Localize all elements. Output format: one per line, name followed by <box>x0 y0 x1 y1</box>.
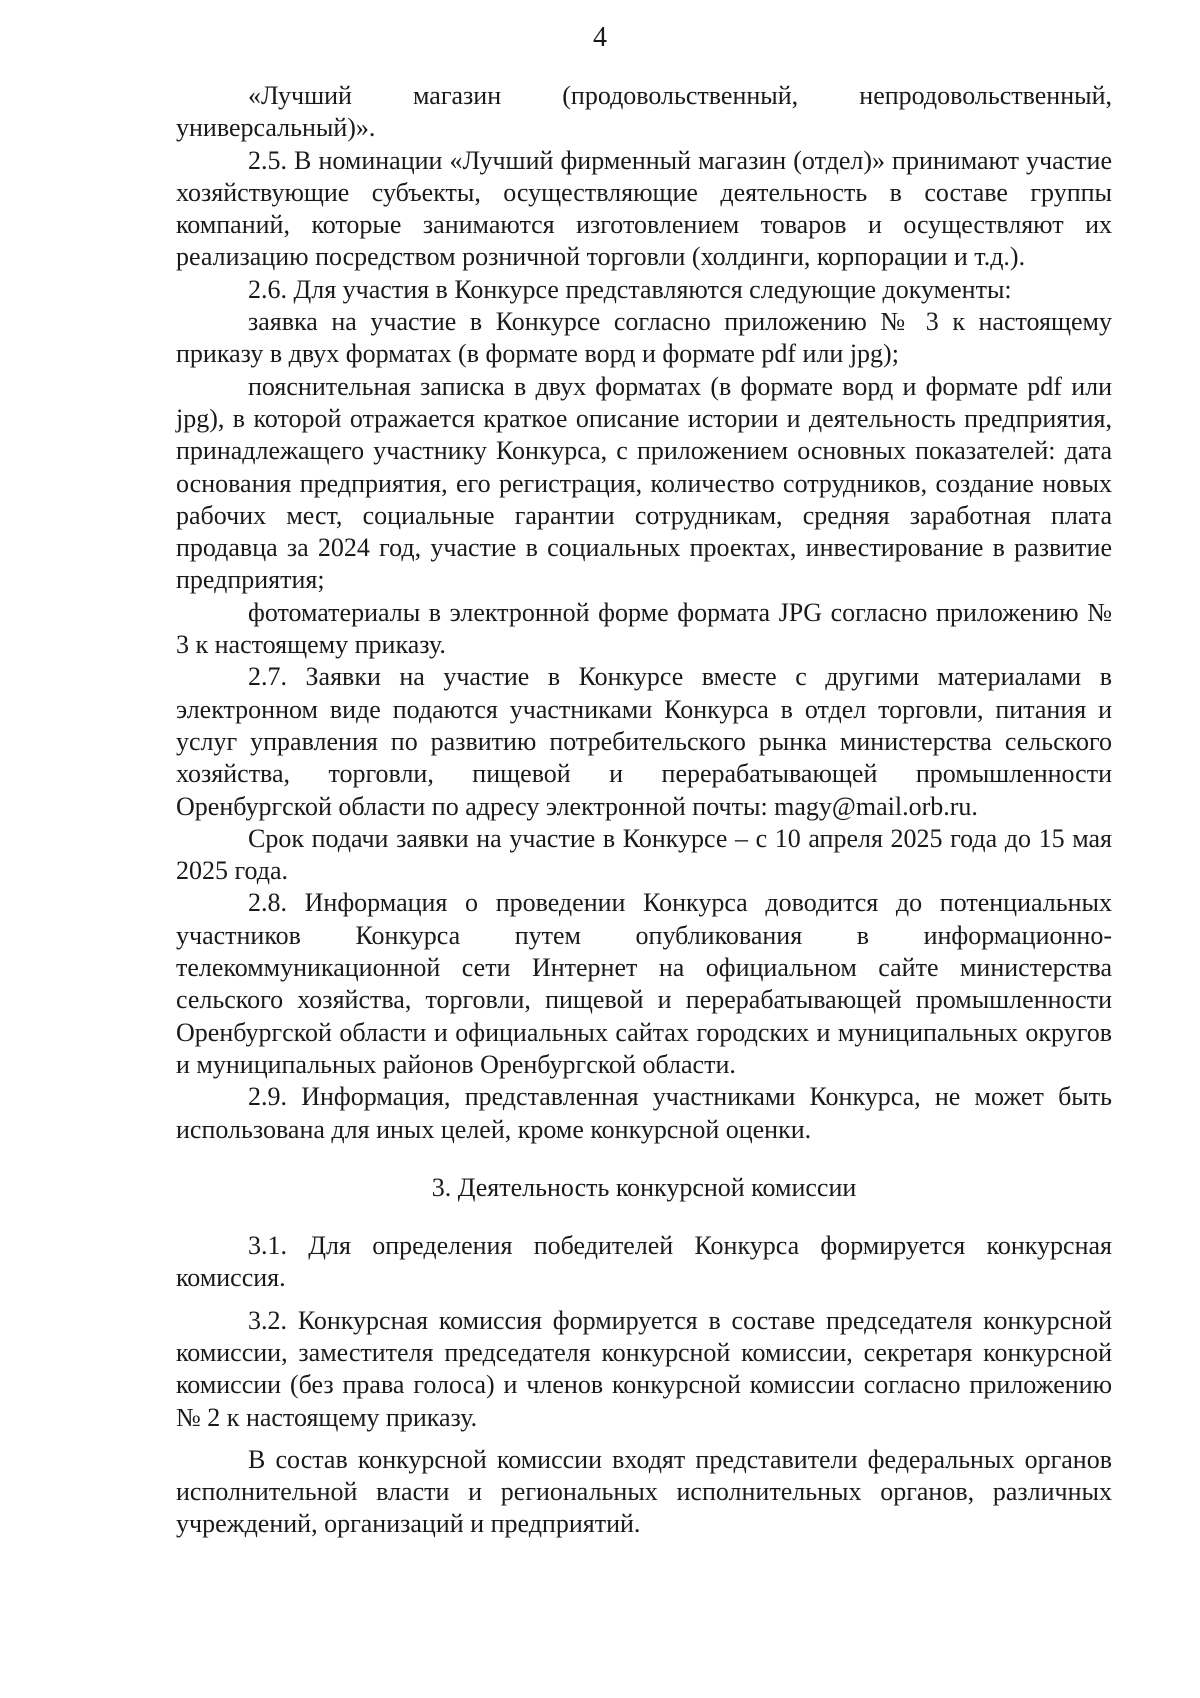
paragraph-explanatory-note: пояснительная записка в двух форматах (в формате ворд и формате pdf или jpg), в которой отражается краткое описание истории и деятельность предприятия, принадлежащего участнику Конкурса, с приложением основных показателей: дата основания предприятия, его регистрация, количество сотрудников, создание новых рабочих мест, социальные гарантии сотрудникам, средняя заработная плата продавца за 2024 год, участие в социальных проектах, инвестирование в развитие предприятия; <box>176 371 1112 595</box>
paragraph-commission-members: В состав конкурсной комиссии входят представители федеральных органов исполнительной власти и региональных исполнительных органов, различных учреждений, организаций и предприятий. <box>176 1444 1112 1539</box>
paragraph-2-5: 2.5. В номинации «Лучший фирменный магазин (отдел)» принимают участие хозяйствующие субъекты, осуществляющие деятельность в составе группы компаний, которые занимаются изготовлением товаров и осуществляют их реализацию посредством розничной торговли (холдинги, корпорации и т.д.). <box>176 145 1112 272</box>
paragraph-3-2: 3.2. Конкурсная комиссия формируется в составе председателя конкурсной комиссии, заместителя председателя конкурсной комиссии, секретаря конкурсной комиссии (без права голоса) и членов конкурсной комиссии согласно приложению № 2 к настоящему приказу. <box>176 1305 1112 1432</box>
paragraph-deadline: Срок подачи заявки на участие в Конкурсе – с 10 апреля 2025 года до 15 мая 2025 года. <box>176 823 1112 886</box>
paragraph-2-7: 2.7. Заявки на участие в Конкурсе вместе с другими материалами в электронном виде подаются участниками Конкурса в отдел торговли, питания и услуг управления по развитию потребительского рынка министерства сельского хозяйства, торговли, пищевой и перерабатывающей промышленности Оренбургской области по адресу электронной почты: magy@mail.orb.ru. <box>176 662 1112 821</box>
paragraph-best-store: «Лучший магазин (продовольственный, непродовольственный, универсальный)». <box>176 81 1112 143</box>
document-body <box>176 80 1112 1541</box>
page-number: 4 <box>593 22 607 53</box>
paragraph-3-1: 3.1. Для определения победителей Конкурса формируется конкурсная комиссия. <box>176 1231 1112 1293</box>
paragraph-2-9: 2.9. Информация, представленная участниками Конкурса, не может быть использована для иных целей, кроме конкурсной оценки. <box>176 1082 1112 1144</box>
paragraph-photo-materials: фотоматериалы в электронной форме формата JPG согласно приложению № 3 к настоящему приказу. <box>176 597 1112 660</box>
paragraph-2-8: 2.8. Информация о проведении Конкурса доводится до потенциальных участников Конкурса путем опубликования в информационно-телекоммуникационной сети Интернет на официальном сайте министерства сельского хозяйства, торговли, пищевой и перерабатывающей промышленности Оренбургской области и официальных сайтах городских и муниципальных округов и муниципальных районов Оренбургской области. <box>176 888 1112 1079</box>
section-heading: 3. Деятельность конкурсной комиссии <box>431 1172 857 1202</box>
paragraph-application: заявка на участие в Конкурсе согласно приложению № 3 к настоящему приказу в двух форматах (в формате ворд и формате pdf или jpg); <box>176 307 1112 369</box>
paragraph-2-6: 2.6. Для участия в Конкурсе представляются следующие документы: <box>248 274 1012 304</box>
